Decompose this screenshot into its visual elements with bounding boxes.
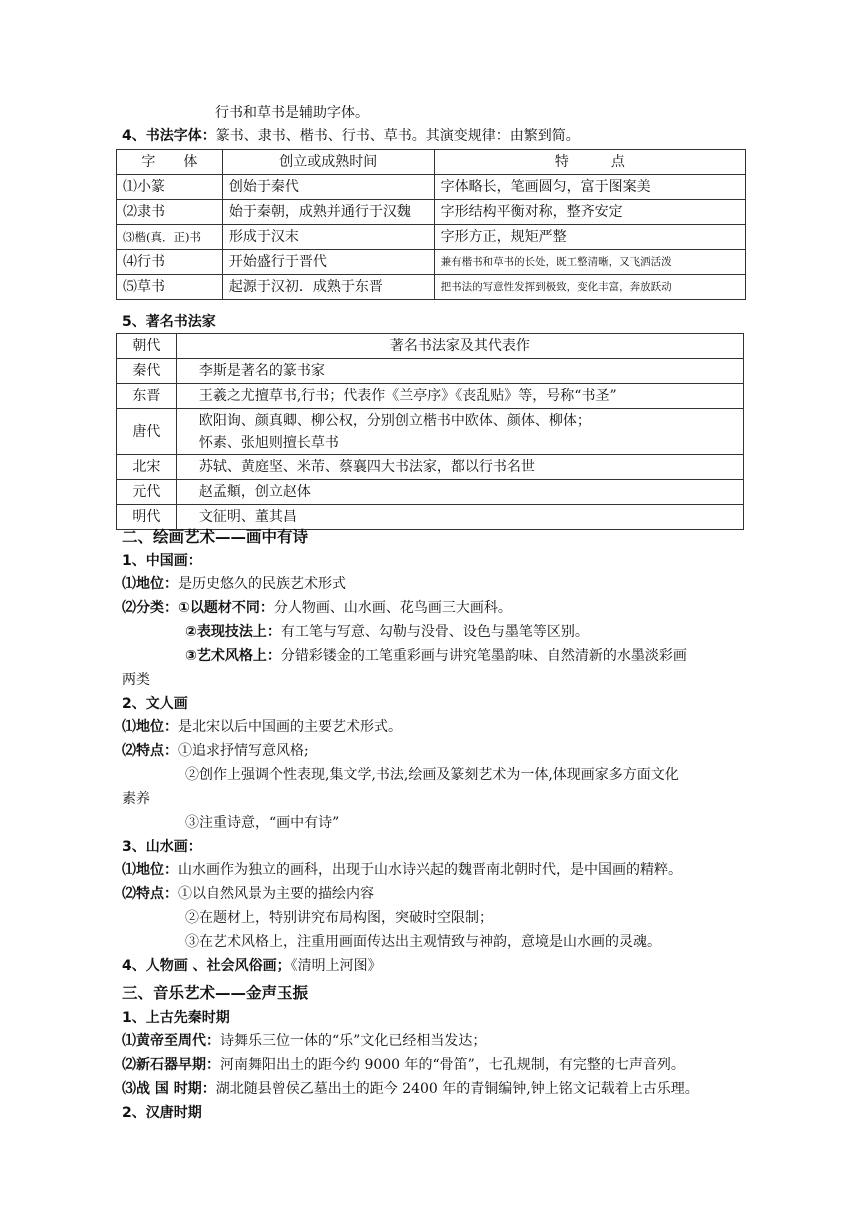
table-row: [117, 250, 746, 275]
part-3-line-2: [122, 1055, 685, 1075]
table-cell: ⑸草书: [117, 275, 223, 300]
text: 分错彩镂金的工笔重彩画与讲究笔墨韵味、自然清新的水墨淡彩画: [280, 648, 687, 664]
table-row: [117, 200, 746, 225]
part-2-s4-line: [122, 956, 382, 976]
part-3-line-1: [122, 1031, 486, 1051]
table-row: [117, 455, 744, 480]
part-2-title: 二、绘画艺术——画中有诗: [122, 528, 309, 546]
table-cell: 赵孟頫，创立赵体: [176, 480, 743, 505]
part-3-s1-title: 1、上古先秦时期: [122, 1010, 230, 1026]
table-cell: ⑵隶书: [117, 200, 223, 225]
calligraphers-table: [116, 333, 744, 530]
table-row: [117, 409, 744, 455]
part-2-s3-line-1: [122, 860, 682, 880]
table-header-cell: 字 体: [117, 150, 223, 175]
label: ⑵特点：: [122, 886, 178, 902]
table-row: [117, 505, 744, 530]
label: ⑴黄帝至周代：: [122, 1033, 220, 1049]
table-cell: 字体略长，笔画圆匀，富于图案美: [434, 175, 745, 200]
table-cell: 北宋: [117, 455, 177, 480]
part-3-title: 三、音乐艺术——金声玉振: [122, 984, 309, 1002]
section-5-title: 5、著名书法家: [122, 314, 216, 330]
table-cell: ⑴小篆: [117, 175, 223, 200]
table-cell: ⑷行书: [117, 250, 223, 275]
table-cell: 字形方正，规矩严整: [434, 225, 745, 250]
table-cell-line: 欧阳询、颜真卿、柳公权，分别创立楷书中欧体、颜体、柳体；: [198, 412, 591, 429]
table-header-row: [117, 334, 744, 359]
label: ③艺术风格上：: [185, 648, 281, 664]
table-cell: 开始盛行于晋代: [222, 250, 434, 275]
section-4-title: 4、书法字体：: [122, 128, 216, 144]
label: ②表现技法上：: [185, 624, 281, 640]
part-3-line-3: [122, 1079, 699, 1099]
table-cell-line: 怀素、张旭则擅长草书: [198, 434, 339, 451]
part-2-s1-line-2: [122, 598, 512, 618]
intro-line: 行书和草书是辅助字体。: [215, 105, 369, 121]
label: ⑴地位：: [122, 862, 178, 878]
table-cell: 元代: [117, 480, 177, 505]
section-4-heading: [122, 126, 580, 146]
text: 是北宋以后中国画的主要艺术形式。: [178, 719, 402, 735]
table-cell: 明代: [117, 505, 177, 530]
label: ⑴地位：: [122, 719, 178, 735]
text: 河南舞阳出土的距今约 9000 年的“骨笛”，七孔规制，有完整的七声音列。: [220, 1057, 685, 1073]
label: ⑵分类：①以题材不同：: [122, 600, 274, 616]
text: ①追求抒情写意风格;: [178, 743, 309, 759]
table-header-cell: 朝代: [117, 334, 177, 359]
table-header-cell: 特 点: [434, 150, 745, 175]
label: 4、人物画 、社会风俗画；: [122, 958, 291, 974]
part-2-s3-title: 3、山水画：: [122, 839, 202, 855]
part-2-s2-line-3: ②创作上强调个性表现,集文学,书法,绘画及篆刻艺术为一体,体现画家多方面文化: [185, 767, 679, 783]
part-2-s2-title: 2、文人画: [122, 696, 188, 712]
text: 是历史悠久的民族艺术形式: [178, 576, 346, 592]
table-cell: [176, 409, 743, 455]
table-cell: 秦代: [117, 359, 177, 384]
part-2-s2-line-2: [122, 741, 309, 761]
table-row: [117, 359, 744, 384]
text: ①以自然风景为主要的描绘内容: [178, 886, 374, 902]
text: 有工笔与写意、勾勒与没骨、设色与墨笔等区别。: [280, 624, 589, 640]
table-cell: 王羲之尤擅草书,行书；代表作《兰亭序》《丧乱贴》等，号称“书圣”: [176, 384, 743, 409]
part-2-s2-line-5: ③注重诗意，“画中有诗”: [185, 815, 340, 831]
part-2-s3-line-4: ③在艺术风格上，注重用画面传达出主观情致与神韵，意境是山水画的灵魂。: [185, 934, 661, 950]
table-cell: 字形结构平衡对称，整齐安定: [434, 200, 745, 225]
part-2-s1-line-5: 两类: [122, 672, 150, 688]
part-2-s1-title: 1、中国画：: [122, 553, 202, 569]
table-cell: 东晋: [117, 384, 177, 409]
part-2-s3-line-2: [122, 884, 374, 904]
table-cell: 文征明、董其昌: [176, 505, 743, 530]
part-2-s1-line-1: [122, 574, 346, 594]
label: ⑵新石器早期：: [122, 1057, 220, 1073]
text: 诗舞乐三位一体的“乐”文化已经相当发达；: [220, 1033, 487, 1049]
part-2-s2-line-4: 素养: [122, 791, 150, 807]
part-3-s2-title: 2、汉唐时期: [122, 1105, 202, 1121]
table-cell: 李斯是著名的篆书家: [176, 359, 743, 384]
table-row: [117, 225, 746, 250]
section-4-text: 篆书、隶书、楷书、行书、草书。其演变规律：由繁到简。: [215, 128, 580, 144]
table-cell: 唐代: [117, 409, 177, 455]
text: 湖北随县曾侯乙墓出土的距今 2400 年的青铜编钟,钟上铭文记载着上古乐理。: [215, 1081, 699, 1097]
table-row: [117, 175, 746, 200]
table-cell: 形成于汉末: [222, 225, 434, 250]
part-2-s3-line-3: ②在题材上，特别讲究布局构图，突破时空限制；: [185, 910, 493, 926]
part-2-s1-line-4: [185, 646, 687, 666]
label: ⑵特点：: [122, 743, 178, 759]
table-cell: 起源于汉初．成熟于东晋: [222, 275, 434, 300]
part-2-s1-line-3: [185, 622, 589, 642]
part-2-s2-line-1: [122, 717, 402, 737]
table-cell: 创始于秦代: [222, 175, 434, 200]
text: 山水画作为独立的画科，出现于山水诗兴起的魏晋南北朝时代，是中国画的精粹。: [178, 862, 682, 878]
table-header-row: [117, 150, 746, 175]
table-header-cell: 创立或成熟时间: [222, 150, 434, 175]
text: 《清明上河图》: [290, 958, 382, 974]
label: ⑴地位：: [122, 576, 178, 592]
text: 分人物画、山水画、花鸟画三大画科。: [273, 600, 512, 616]
table-cell: 把书法的写意性发挥到极致，变化丰富，奔放跃动: [434, 275, 745, 300]
calligraphy-fonts-table: [116, 149, 746, 300]
table-row: [117, 275, 746, 300]
label: ⑶战 国 时期：: [122, 1081, 216, 1097]
table-row: [117, 384, 744, 409]
table-cell: ⑶楷(真．正)书: [117, 225, 223, 250]
table-header-cell: 著名书法家及其代表作: [176, 334, 743, 359]
table-row: [117, 480, 744, 505]
table-cell: 兼有楷书和草书的长处，既工整清晰，又飞洒活泼: [434, 250, 745, 275]
table-cell: 始于秦朝，成熟并通行于汉魏: [222, 200, 434, 225]
table-cell: 苏轼、黄庭坚、米芾、蔡襄四大书法家，都以行书名世: [176, 455, 743, 480]
